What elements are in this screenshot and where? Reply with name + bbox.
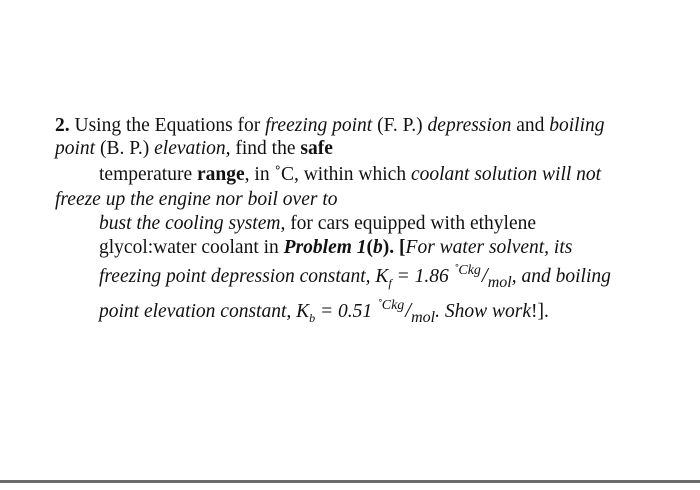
text-segment: glycol:water coolant in <box>99 237 284 258</box>
problem-line-2 <box>55 137 333 161</box>
text-segment: point <box>55 138 96 159</box>
problem-line-1 <box>55 114 605 138</box>
text-segment: , find the <box>225 138 301 159</box>
text-segment: ). [ <box>382 237 406 258</box>
text-segment: point elevation constant, K <box>99 301 310 322</box>
unit-slash: / <box>481 263 488 287</box>
unit-slash: / <box>405 298 412 322</box>
text-segment: Problem 1 <box>283 237 367 258</box>
unit-numerator: ˚Ckg <box>453 263 481 278</box>
problem-line-8 <box>99 298 549 326</box>
text-segment: (B. P.) <box>95 138 155 159</box>
text-segment: range <box>197 164 245 185</box>
problem-line-7 <box>99 263 611 291</box>
subscript: b <box>309 311 316 325</box>
text-segment: , in ˚C, within which <box>244 164 411 185</box>
text-segment: !]. <box>531 301 549 322</box>
text-segment: For water solvent, its <box>405 237 573 258</box>
text-segment: Using the Equations for <box>74 115 266 136</box>
text-segment: b <box>373 237 383 258</box>
problem-line-5 <box>99 212 536 236</box>
text-segment: safe <box>300 138 333 159</box>
problem-line-6 <box>99 236 572 260</box>
text-segment: = 0.51 <box>315 301 378 322</box>
text-segment: freezing point depression constant, K <box>99 266 389 287</box>
text-segment: and <box>511 115 550 136</box>
text-segment: boiling <box>549 115 605 136</box>
bottom-divider <box>0 480 700 483</box>
text-segment: coolant solution will not <box>410 164 602 185</box>
problem-line-4 <box>55 188 338 212</box>
text-segment: freeze up the engine nor boil over to <box>55 189 338 210</box>
unit-denominator: mol <box>411 309 436 326</box>
text-segment: (F. P.) <box>372 115 428 136</box>
text-segment: elevation <box>154 138 226 159</box>
text-segment: , for cars equipped with ethylene <box>280 213 537 234</box>
text-segment: temperature <box>99 164 197 185</box>
problem-number: 2. <box>55 115 70 136</box>
text-segment: , and boiling <box>511 266 611 287</box>
text-segment: depression <box>427 115 512 136</box>
text-segment: . Show work <box>435 301 532 322</box>
text-segment: = 1.86 <box>391 266 454 287</box>
text-segment: ( <box>366 237 374 258</box>
text-segment: freezing point <box>265 115 373 136</box>
unit-numerator: ˚Ckg <box>377 298 405 313</box>
unit-denominator: mol <box>487 274 512 291</box>
subscript: f <box>388 276 392 290</box>
text-segment: bust the cooling system <box>99 213 281 234</box>
problem-line-3 <box>99 163 601 187</box>
